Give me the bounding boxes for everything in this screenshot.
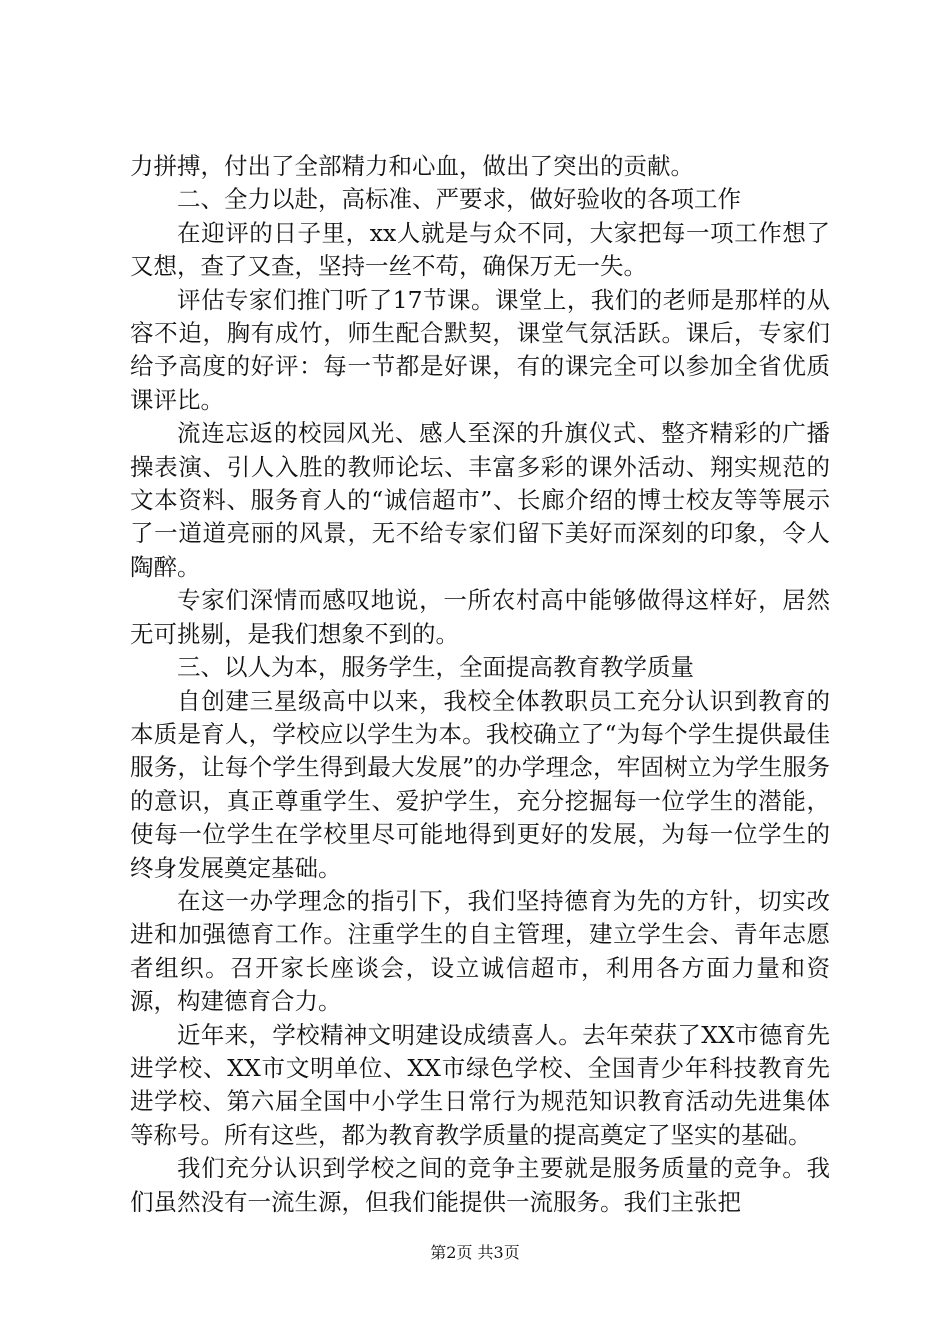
paragraph: 专家们深情而感叹地说，一所农村高中能够做得这样好，居然无可挑剔，是我们想象不到的。 xyxy=(130,586,830,648)
paragraph: 流连忘返的校园风光、感人至深的升旗仪式、整齐精彩的广播操表演、引人入胜的教师论坛、丰富多彩的课外活动、翔实规范的文本资料、服务育人的“诚信超市”、长廊介绍的博士校友等等展示了一道道亮丽的风景，无不给专家们留下美好而深刻的印象，令人陶醉。 xyxy=(130,419,830,581)
paragraph: 评估专家们推门听了17节课。课堂上，我们的老师是那样的从容不迫，胸有成竹，师生配合默契，课堂气氛活跃。课后，专家们给予高度的好评：每一节都是好课，有的课完全可以参加全省优质课评比。 xyxy=(130,285,830,414)
paragraph: 在这一办学理念的指引下，我们坚持德育为先的方针，切实改进和加强德育工作。注重学生的自主管理，建立学生会、青年志愿者组织。召开家长座谈会，设立诚信超市，利用各方面力量和资源，构建德育合力。 xyxy=(130,886,830,1016)
paragraph: 在迎评的日子里，xx人就是与众不同，大家把每一项工作想了又想，查了又查，坚持一丝不苟，确保万无一失。 xyxy=(130,218,830,281)
page-number: 第2页 共3页 xyxy=(430,1243,520,1262)
paragraph: 自创建三星级高中以来，我校全体教职员工充分认识到教育的本质是育人，学校应以学生为本。我校确立了“为每个学生提供最佳服务，让每个学生得到最大发展”的办学理念，牢固树立为学生服务的意识，真正尊重学生、爱护学生，充分挖掘每一位学生的潜能，使每一位学生在学校里尽可能地得到更好的发展，为每一位学生的终身发展奠定基础。 xyxy=(130,686,830,882)
document-body xyxy=(130,150,830,1219)
section-heading-2: 二、全力以赴，高标准、严要求，做好验收的各项工作 xyxy=(177,185,741,214)
section-heading-3: 三、以人为本，服务学生，全面提高教育教学质量 xyxy=(177,653,694,682)
paragraph: 近年来，学校精神文明建设成绩喜人。去年荣获了XX市德育先进学校、XX市文明单位、XX市绿色学校、全国青少年科技教育先进学校、第六届全国中小学生日常行为规范知识教育活动先进集体等称号。所有这些，都为教育教学质量的提高奠定了坚实的基础。 xyxy=(130,1020,830,1149)
paragraph: 我们充分认识到学校之间的竞争主要就是服务质量的竞争。我们虽然没有一流生源，但我们能提供一流服务。我们主张把 xyxy=(130,1154,830,1216)
paragraph-continuation: 力拼搏，付出了全部精力和心血，做出了突出的贡献。 xyxy=(130,152,694,180)
page-footer xyxy=(0,1243,950,1263)
